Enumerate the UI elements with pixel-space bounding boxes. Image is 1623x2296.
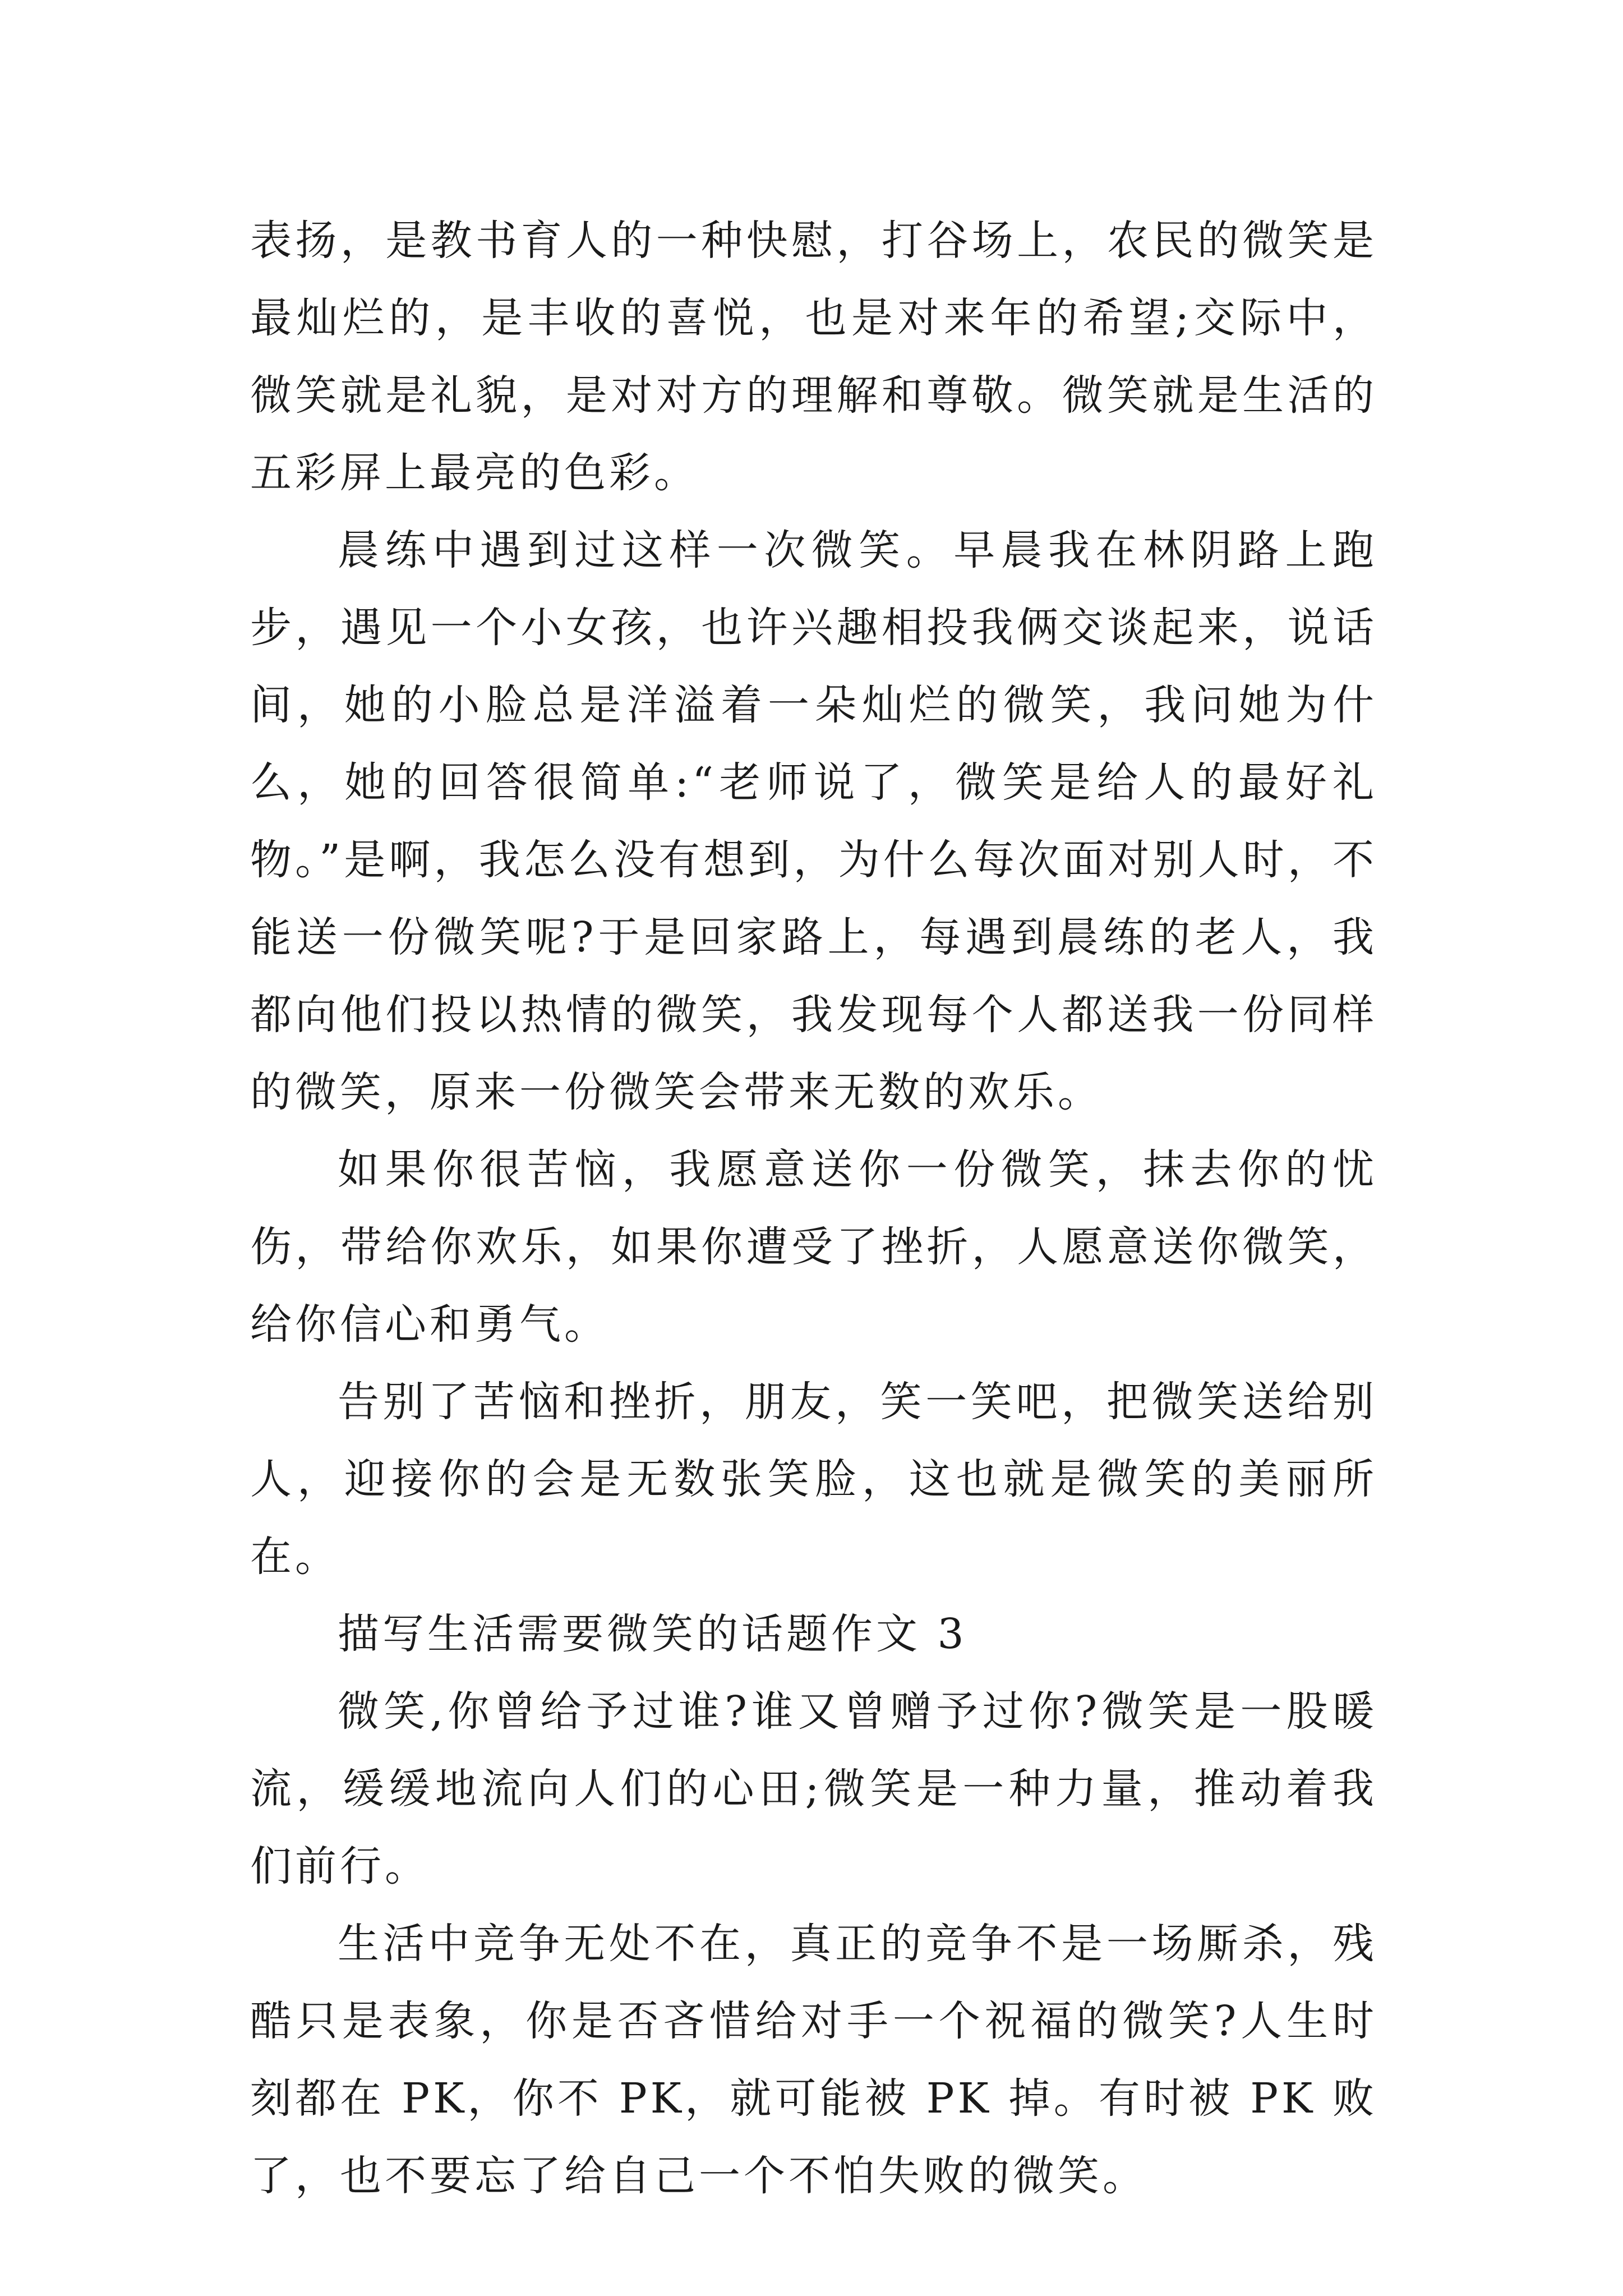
paragraph-2: 晨练中遇到过这样一次微笑。早晨我在林阴路上跑步，遇见一个小女孩，也许兴趣相投我俩交谈起来，说话间，她的小脸总是洋溢着一朵灿烂的微笑，我问她为什么，她的回答很简单:“老师说了，微笑是给人的最好礼物。”是啊，我怎么没有想到，为什么每次面对别人时，不能送一份微笑呢?于是回家路上，每遇到晨练的老人，我都向他们投以热情的微笑，我发现每个人都送我一份同样的微笑，原来一份微笑会带来无数的欢乐。 [250, 526, 1377, 1116]
paragraph-5: 微笑,你曾给予过谁?谁又曾赠予过你?微笑是一股暖流，缓缓地流向人们的心田;微笑是一种力量，推动着我们前行。 [250, 1687, 1377, 1890]
paragraph-3: 如果你很苦恼，我愿意送你一份微笑，抹去你的忧伤，带给你欢乐，如果你遭受了挫折，人愿意送你微笑，给你信心和勇气。 [250, 1145, 1377, 1349]
paragraph-6: 生活中竞争无处不在，真正的竞争不是一场厮杀，残酷只是表象，你是否吝惜给对手一个祝福的微笑?人生时刻都在 PK，你不 PK，就可能被 PK 掉。有时被 PK 败了，也不要忘了给自己一个不怕失败的微笑。 [250, 1920, 1377, 2200]
paragraph-1: 表扬，是教书育人的一种快慰，打谷场上，农民的微笑是最灿烂的，是丰收的喜悦，也是对来年的希望;交际中，微笑就是礼貌，是对对方的理解和尊敬。微笑就是生活的五彩屏上最亮的色彩。 [250, 217, 1377, 497]
document-body [250, 202, 1377, 2215]
paragraph-4: 告别了苦恼和挫折，朋友，笑一笑吧，把微笑送给别人，迎接你的会是无数张笑脸，这也就是微笑的美丽所在。 [250, 1378, 1377, 1581]
section-heading: 描写生活需要微笑的话题作文 3 [338, 1610, 967, 1658]
